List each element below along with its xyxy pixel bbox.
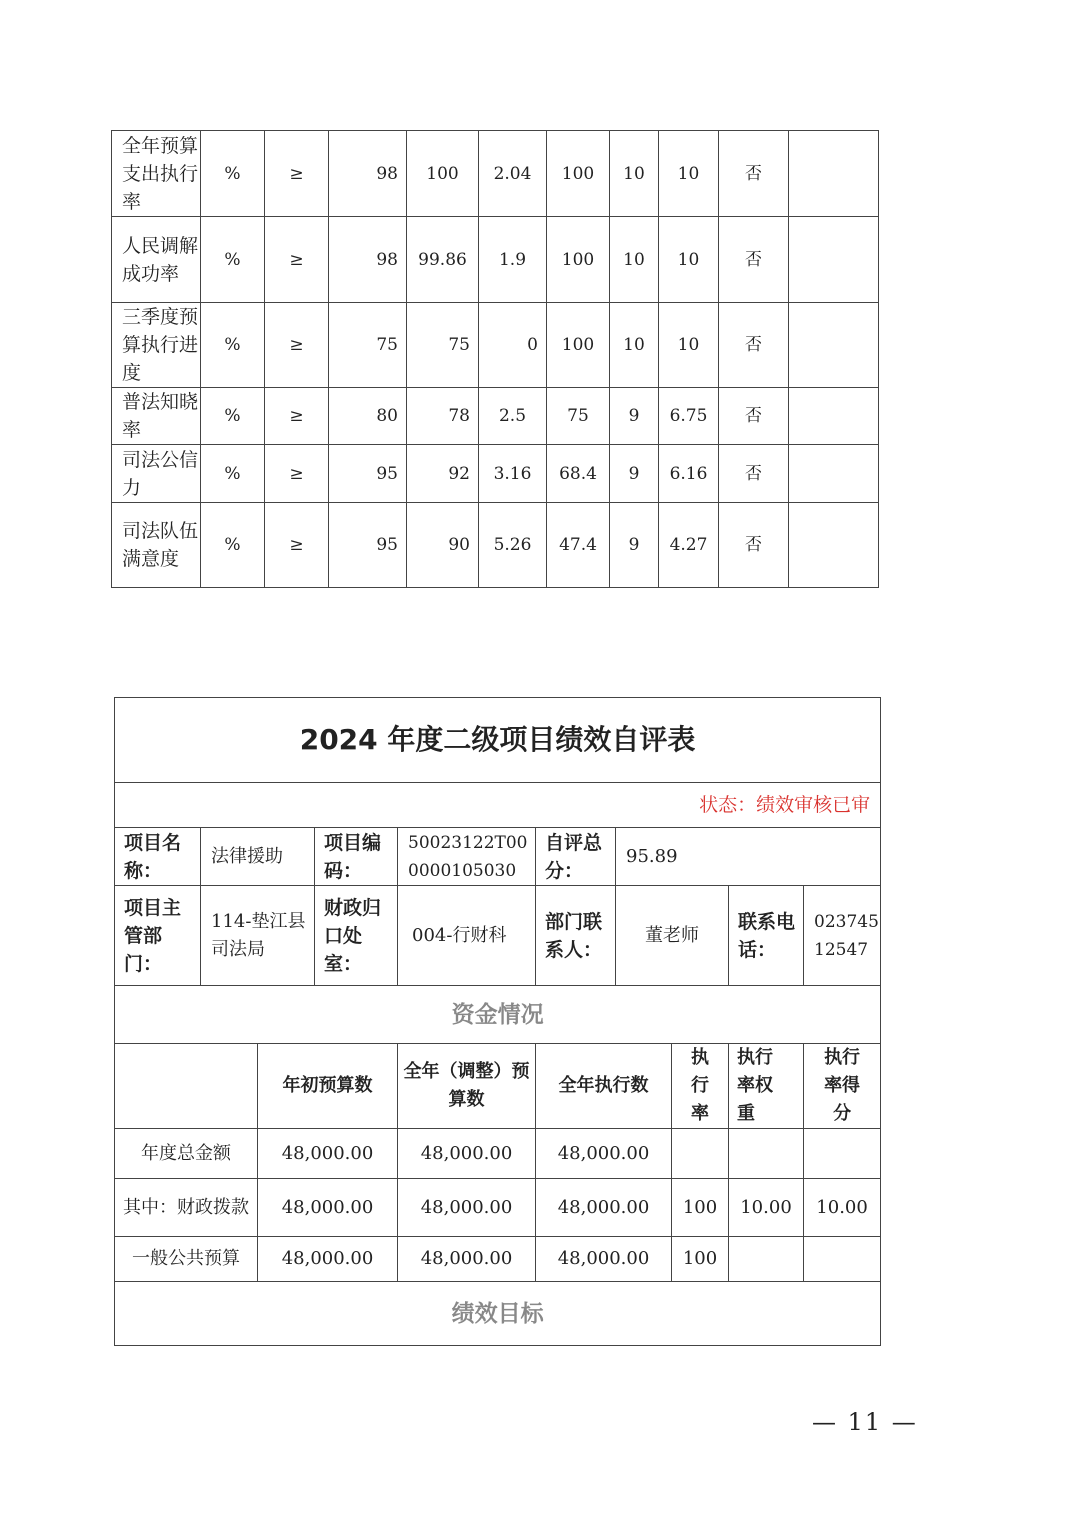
score-label: 自评总分： (536, 828, 616, 886)
funds-header-executed: 全年执行数 (536, 1044, 672, 1129)
indicator-weight: 10 (610, 303, 659, 388)
indicator-unit: % (201, 388, 265, 445)
indicator-note (789, 217, 879, 303)
indicator-note (789, 388, 879, 445)
indicator-name: 司法队伍满意度 (112, 503, 201, 588)
finance-label: 财政归口处室： (315, 886, 398, 986)
indicator-op: ≥ (265, 445, 329, 503)
score-value: 95.89 (616, 828, 881, 886)
indicator-rate: 100 (547, 217, 610, 303)
indicator-name: 普法知晓率 (112, 388, 201, 445)
funds-executed: 48,000.00 (536, 1237, 672, 1282)
funds-header-adjusted: 全年（调整）预算数 (398, 1044, 536, 1129)
funds-header-rate: 执行率 (672, 1044, 729, 1129)
indicator-deviation: 1.9 (479, 217, 547, 303)
finance-value: 004-行财科 (398, 886, 536, 986)
indicator-flag: 否 (719, 131, 789, 217)
indicator-score: 6.16 (659, 445, 719, 503)
funds-rate: 100 (672, 1179, 729, 1237)
indicator-rate: 47.4 (547, 503, 610, 588)
contact-value: 董老师 (616, 886, 729, 986)
indicator-actual: 75 (407, 303, 479, 388)
table-row (115, 1237, 881, 1282)
indicator-deviation: 3.16 (479, 445, 547, 503)
table-row (115, 1129, 881, 1179)
indicator-weight: 10 (610, 217, 659, 303)
status-label: 状态：绩效审核已审 (115, 783, 881, 828)
dept-label: 项目主管部门： (115, 886, 201, 986)
indicator-actual: 90 (407, 503, 479, 588)
goals-section-title: 绩效目标 (115, 1282, 881, 1346)
indicator-note (789, 445, 879, 503)
indicator-actual: 92 (407, 445, 479, 503)
indicator-unit: % (201, 445, 265, 503)
indicator-op: ≥ (265, 217, 329, 303)
funds-rate (672, 1129, 729, 1179)
form-title: 2024 年度二级项目绩效自评表 (115, 698, 881, 783)
indicator-actual: 100 (407, 131, 479, 217)
table-row (112, 503, 879, 588)
funds-weight (729, 1237, 804, 1282)
indicator-op: ≥ (265, 503, 329, 588)
indicator-note (789, 503, 879, 588)
indicator-note (789, 131, 879, 217)
indicator-target: 80 (329, 388, 407, 445)
indicator-score: 10 (659, 303, 719, 388)
indicator-score: 10 (659, 131, 719, 217)
indicator-flag: 否 (719, 388, 789, 445)
indicator-rate: 100 (547, 131, 610, 217)
indicator-name: 人民调解成功率 (112, 217, 201, 303)
table-row (112, 388, 879, 445)
indicator-unit: % (201, 217, 265, 303)
funds-row-label: 一般公共预算 (115, 1237, 258, 1282)
funds-row-label: 年度总金额 (115, 1129, 258, 1179)
indicator-flag: 否 (719, 445, 789, 503)
indicator-rate: 100 (547, 303, 610, 388)
indicator-unit: % (201, 503, 265, 588)
funds-rate: 100 (672, 1237, 729, 1282)
funds-adjusted: 48,000.00 (398, 1237, 536, 1282)
indicator-weight: 10 (610, 131, 659, 217)
table-row (112, 217, 879, 303)
funds-initial: 48,000.00 (258, 1237, 398, 1282)
indicator-op: ≥ (265, 303, 329, 388)
indicator-target: 95 (329, 503, 407, 588)
indicator-unit: % (201, 303, 265, 388)
funds-header-blank (115, 1044, 258, 1129)
indicator-unit: % (201, 131, 265, 217)
indicator-rate: 68.4 (547, 445, 610, 503)
funds-score: 10.00 (804, 1179, 881, 1237)
table-row (112, 131, 879, 217)
funds-score (804, 1237, 881, 1282)
funds-initial: 48,000.00 (258, 1129, 398, 1179)
funds-adjusted: 48,000.00 (398, 1179, 536, 1237)
indicator-score: 10 (659, 217, 719, 303)
indicator-deviation: 5.26 (479, 503, 547, 588)
funds-weight: 10.00 (729, 1179, 804, 1237)
funds-weight (729, 1129, 804, 1179)
project-code-label: 项目编码： (315, 828, 398, 886)
indicator-op: ≥ (265, 131, 329, 217)
indicator-target: 98 (329, 217, 407, 303)
project-code-value: 50023122T000000105030 (398, 828, 536, 886)
funds-header-score: 执行率得分 (804, 1044, 881, 1129)
indicator-weight: 9 (610, 445, 659, 503)
indicator-flag: 否 (719, 217, 789, 303)
funds-header-weight: 执行率权重 (729, 1044, 804, 1129)
indicator-actual: 78 (407, 388, 479, 445)
table-row (115, 1179, 881, 1237)
indicator-deviation: 2.04 (479, 131, 547, 217)
funds-initial: 48,000.00 (258, 1179, 398, 1237)
indicator-weight: 9 (610, 388, 659, 445)
indicator-deviation: 2.5 (479, 388, 547, 445)
indicator-name: 三季度预算执行进度 (112, 303, 201, 388)
indicator-rate: 75 (547, 388, 610, 445)
indicator-flag: 否 (719, 503, 789, 588)
phone-label: 联系电话： (729, 886, 804, 986)
table-row (112, 303, 879, 388)
indicator-actual: 99.86 (407, 217, 479, 303)
indicator-target: 98 (329, 131, 407, 217)
indicator-note (789, 303, 879, 388)
indicator-name: 司法公信力 (112, 445, 201, 503)
indicator-name: 全年预算支出执行率 (112, 131, 201, 217)
page-number: — 11 — (812, 1408, 918, 1436)
project-name-value: 法律援助 (201, 828, 315, 886)
funds-row-label: 其中：财政拨款 (115, 1179, 258, 1237)
phone-value: 02374512547 (804, 886, 881, 986)
indicator-flag: 否 (719, 303, 789, 388)
funds-header-initial: 年初预算数 (258, 1044, 398, 1129)
funds-adjusted: 48,000.00 (398, 1129, 536, 1179)
indicator-score: 4.27 (659, 503, 719, 588)
funds-executed: 48,000.00 (536, 1129, 672, 1179)
indicator-target: 95 (329, 445, 407, 503)
indicator-op: ≥ (265, 388, 329, 445)
funds-executed: 48,000.00 (536, 1179, 672, 1237)
funds-score (804, 1129, 881, 1179)
indicator-deviation: 0 (479, 303, 547, 388)
indicator-target: 75 (329, 303, 407, 388)
indicator-weight: 9 (610, 503, 659, 588)
dept-value: 114-垫江县司法局 (201, 886, 315, 986)
self-evaluation-form (114, 697, 881, 1346)
project-name-label: 项目名称： (115, 828, 201, 886)
indicator-table (111, 130, 879, 588)
indicator-score: 6.75 (659, 388, 719, 445)
funds-section-title: 资金情况 (115, 986, 881, 1044)
contact-label: 部门联系人： (536, 886, 616, 986)
table-row (112, 445, 879, 503)
